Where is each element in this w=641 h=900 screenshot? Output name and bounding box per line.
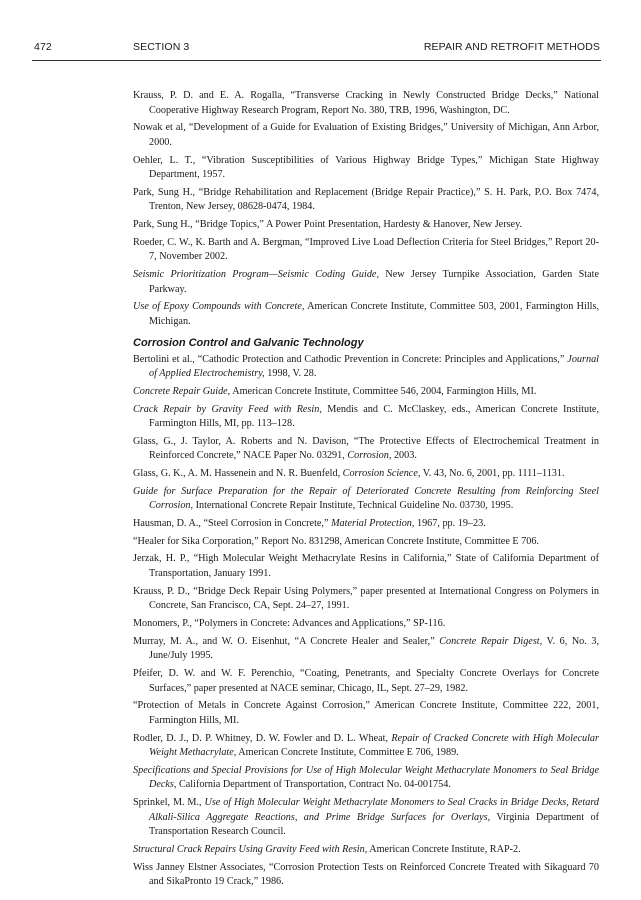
reference-entry: [133, 585, 599, 614]
reference-text: Park, Sung H., “Bridge Topics,” A Power Point Presentation, Hardesty & Hanover, New Jersey.: [133, 219, 523, 231]
reference-title: Material Protection,: [331, 518, 415, 530]
reference-title: Seismic Prioritization Program—Seismic Coding Guide,: [133, 269, 379, 281]
reference-text: Murray, M. A., and W. O. Eisenhut, “A Concrete Healer and Sealer,”: [133, 635, 440, 647]
reference-entry: [133, 667, 599, 696]
reference-entry: [133, 467, 599, 482]
reference-text: Rodler, D. J., D. P. Whitney, D. W. Fowler and D. L. Wheat,: [133, 732, 392, 744]
reference-text: Monomers, P., “Polymers in Concrete: Advances and Applications,” SP-116.: [133, 618, 446, 629]
reference-text: Nowak et al, “Development of a Guide for Evaluation of Existing Bridges,” University of Michigan, Ann Arbor, 2000.: [133, 122, 599, 148]
reference-text: Hausman, D. A., “Steel Corrosion in Concrete,”: [133, 518, 332, 530]
reference-entry: [133, 617, 599, 632]
reference-text: V. 6, No. 3, June/July 1995.: [149, 635, 599, 662]
reference-title: Concrete Repair Guide,: [133, 385, 231, 397]
reference-text: Glass, G. K., A. M. Hassenein and N. R. Buenfeld,: [133, 468, 343, 480]
reference-entry: [133, 186, 599, 215]
reference-title: Corrosion,: [347, 450, 392, 462]
reference-entry: [133, 154, 599, 183]
reference-title: Journal of Applied Electrochemistry,: [149, 353, 599, 380]
reference-entry: [133, 403, 599, 432]
reference-text: 1998, V. 28.: [264, 368, 317, 380]
reference-text: Sprinkel, M. M.,: [133, 797, 205, 809]
reference-entry: [133, 552, 599, 581]
reference-entry: [133, 861, 599, 890]
reference-title: Use of Epoxy Compounds with Concrete,: [133, 301, 305, 313]
reference-text: Glass, G., J. Taylor, A. Roberts and N. Davison, “The Protective Effects of Electrochemical Treatment in Reinforced Concrete,” NACE Paper No. 03291,: [133, 435, 599, 462]
reference-group-corrosion: [133, 353, 599, 890]
reference-entry: [133, 699, 599, 728]
reference-text: Roeder, C. W., K. Barth and A. Bergman, “Improved Live Load Deflection Criteria for Steel Bridges,” Report 20-7, November 2002.: [133, 236, 599, 263]
reference-text: American Concrete Institute, Committee 503, 2001, Farmington Hills, Michigan.: [149, 301, 599, 327]
reference-list: [133, 89, 599, 893]
reference-title: Specifications and Special Provisions for Use of High Molecular Weight Methacrylate Monomers to Seal Bridge Decks,: [133, 764, 599, 791]
reference-text: Park, Sung H., “Bridge Rehabilitation and Replacement (Bridge Repair Practice),” S. H. Park, P.O. Box 7474, Trenton, New Jersey, 08628-0474, 1984.: [133, 186, 599, 213]
reference-entry: [133, 236, 599, 265]
reference-title: Repair of Cracked Concrete with High Molecular Weight Methacrylate,: [149, 732, 599, 759]
reference-entry: [133, 435, 599, 464]
reference-entry: [133, 535, 599, 550]
reference-entry: [133, 843, 599, 858]
reference-entry: [133, 121, 599, 150]
section-label: SECTION 3: [133, 41, 190, 53]
reference-text: Krauss, P. D., “Bridge Deck Repair Using Polymers,” paper presented at International Congress on Polymers in Concrete, San Francisco, CA, Sept. 24–27, 1991.: [133, 585, 599, 612]
reference-title: Use of High Molecular Weight Methacrylate Monomers to Seal Cracks in Bridge Decks, Retard Alkali-Silica Aggregate Reactions, and Prime Bridge Surfaces for Overlays,: [149, 797, 599, 823]
reference-text: Wiss Janney Elstner Associates, “Corrosion Protection Tests on Reinforced Concrete Treated with Sikaguard 70 and SikaPronto 19 Crack,” 1986.: [133, 861, 599, 888]
section-heading: Corrosion Control and Galvanic Technology: [133, 336, 364, 349]
reference-entry: [133, 89, 599, 118]
reference-text: American Concrete Institute, RAP-2.: [367, 843, 521, 855]
reference-entry: [133, 485, 599, 514]
reference-group-bridges: [133, 89, 599, 330]
chapter-title: REPAIR AND RETROFIT METHODS: [423, 41, 600, 53]
reference-text: Pfeifer, D. W. and W. F. Perenchio, “Coating, Penetrants, and Specialty Concrete Overlays for Concrete Surfaces,” paper presented at NACE seminar, Chicago, IL, Sept. 27–29, 1982.: [133, 667, 599, 694]
reference-text: “Protection of Metals in Concrete Against Corrosion,” American Concrete Institute, Committee 222, 2001, Farmington Hills, MI.: [133, 700, 599, 726]
reference-entry: [133, 635, 599, 664]
page-number: 472: [34, 41, 52, 53]
reference-text: 2003.: [391, 450, 417, 462]
reference-entry: [133, 353, 599, 382]
reference-entry: [133, 796, 599, 840]
reference-title: Crack Repair by Gravity Feed with Resin,: [133, 403, 322, 415]
reference-text: Jerzak, H. P., “High Molecular Weight Methacrylate Resins in California,” State of California Department of Transportation, January 1991.: [133, 553, 599, 580]
reference-text: V. 43, No. 6, 2001, pp. 1111–1131.: [420, 468, 565, 480]
reference-text: Krauss, P. D. and E. A. Rogalla, “Transverse Cracking in Newly Constructed Bridge Decks,” National Cooperative Highway Research Program, Report No. 380, TRB, 1996, Washington, DC.: [133, 90, 599, 116]
reference-entry: [133, 218, 599, 233]
reference-text: Mendis and C. McClaskey, eds., American Concrete Institute, Farmington Hills, MI, pp. 113–128.: [149, 403, 599, 430]
reference-title: Structural Crack Repairs Using Gravity Feed with Resin,: [133, 843, 368, 855]
reference-text: Oehler, L. T., “Vibration Susceptibilities of Various Highway Bridge Types,” Michigan State Highway Department, 1957.: [133, 154, 599, 181]
running-header: [0, 41, 641, 57]
reference-title: Concrete Repair Digest,: [439, 635, 543, 647]
reference-text: Virginia Department of Transportation Research Council.: [149, 811, 600, 838]
reference-entry: [133, 732, 599, 761]
reference-text: “Healer for Sika Corporation,” Report No. 831298, American Concrete Institute, Committee E 706.: [133, 535, 539, 547]
header-rule: [32, 60, 601, 61]
reference-text: 1967, pp. 19–23.: [414, 518, 486, 530]
reference-text: Bertolini et al., “Cathodic Protection and Cathodic Prevention in Concrete: Principles and Applications,”: [133, 353, 568, 365]
reference-text: American Concrete Institute, Committee 546, 2004, Farmington Hills, MI.: [230, 385, 537, 397]
reference-entry: [133, 268, 599, 297]
reference-text: International Concrete Repair Institute, Technical Guideline No. 03730, 1995.: [193, 500, 514, 512]
reference-text: California Department of Transportation, Contract No. 04-001754.: [176, 779, 451, 791]
reference-text: American Concrete Institute, Committee E 706, 1989.: [236, 747, 459, 759]
reference-entry: [133, 517, 599, 532]
reference-text: New Jersey Turnpike Association, Garden State Parkway.: [149, 269, 599, 295]
reference-entry: [133, 764, 599, 793]
reference-entry: [133, 300, 599, 329]
reference-title: Guide for Surface Preparation for the Repair of Deteriorated Concrete Resulting from Reinforcing Steel Corrosion,: [133, 485, 599, 512]
reference-title: Corrosion Science,: [342, 468, 421, 480]
reference-entry: [133, 385, 599, 400]
